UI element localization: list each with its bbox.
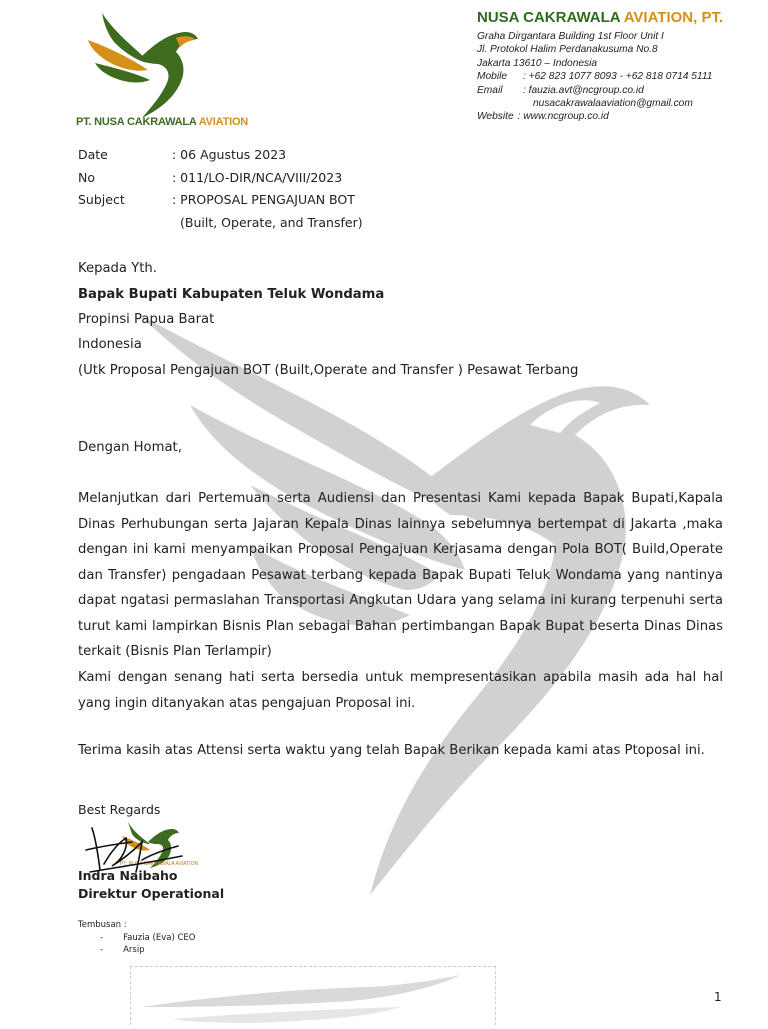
company-name-accent: AVIATION, PT. [623, 9, 724, 26]
subject-value: : PROPOSAL PENGAJUAN BOT [172, 192, 355, 207]
recipient-name: Bapak Bupati Kabupaten Teluk Wondama [78, 287, 385, 302]
cc-item: - Arsip [100, 945, 145, 955]
page-number: 1 [714, 990, 722, 1004]
email-label: Email [477, 84, 503, 96]
cc-item: - Fauzia (Eva) CEO [100, 933, 196, 943]
address-line: Jakarta 13610 – Indonesia [477, 57, 598, 69]
mobile-value: : +62 823 1077 8093 - +62 818 0714 5111 [523, 71, 713, 83]
recipient-note: (Utk Proposal Pengajuan BOT (Built,Operate and Transfer ) Pesawat Terbang [78, 363, 579, 378]
company-name [477, 9, 757, 26]
recipient-province: Propinsi Papua Barat [78, 312, 215, 327]
logo-text-main: PT. NUSA CAKRAWALA [76, 116, 197, 128]
body-paragraph: Melanjutkan dari Pertemuan serta Audiensi dan Presentasi Kami kepada Bapak Bupati,Kapala Dinas Perhubungan serta Jajaran Kepala Dinas lainnya sebelumnya bertempat di Jakarta ,maka dengan ini kami menyampaikan Proposal Pengajuan Kerjasama dengan Pola BOT( Build,Operate dan Transfer) pengadaan Pesawat terbang kepada Bapak Bupati Teluk Wondama yang nantinya dapat ngatasi permaslahan Transportasi Angkutan Udara yang selama ini kurang terpenuhi serta turut kami lampirkan Bisnis Plan sebagai Bahan pertimbangan Bapak Bupat beserta Dinas Dinas terkait (Bisnis Plan Terlampir) [78, 491, 723, 659]
footer-bird-icon [131, 967, 493, 1025]
date-value: : 06 Agustus 2023 [172, 147, 287, 162]
stamp-text: PT. NUSA CAKRAWALA AVIATION [120, 861, 199, 867]
address-line: Graha Dirgantara Building 1st Floor Unit I [477, 31, 664, 42]
number-row [78, 167, 363, 190]
body-paragraph: Kami dengan senang hati serta bersedia untuk mempresentasikan apabila masih ada hal hal yang ingin ditanyakan atas pengajuan Proposal ini. [78, 670, 723, 711]
website-label: Website [477, 111, 514, 123]
website-value[interactable]: : www.ncgroup.co.id [517, 111, 609, 123]
subject-row [78, 189, 363, 212]
logo-text [76, 116, 248, 128]
mobile-label: Mobile [477, 71, 508, 83]
website-row [477, 110, 757, 123]
date-label: Date [78, 147, 108, 162]
company-logo-icon [80, 8, 210, 120]
subject-value-2: (Built, Operate, and Transfer) [180, 214, 363, 230]
recipient-country: Indonesia [78, 337, 142, 352]
salutation: Dengan Homat, [78, 440, 182, 455]
cc-item-text: Arsip [123, 945, 145, 955]
body-paragraph: Terima kasih atas Attensi serta waktu yang telah Bapak Berikan kepada kami atas Ptoposal ini. [78, 743, 705, 758]
letter-meta [78, 144, 363, 234]
email-row [477, 84, 757, 97]
company-info [477, 9, 757, 124]
signer-name: Indra Naibaho [78, 868, 178, 883]
email-value[interactable]: : fauzia.avt@ncgroup.co.id [523, 84, 644, 96]
date-row [78, 144, 363, 167]
recipient-greeting: Kepada Yth. [78, 261, 157, 276]
cc-label: Tembusan : [78, 920, 127, 930]
number-value: : 011/LO-DIR/NCA/VIII/2023 [172, 169, 343, 185]
closing-regards: Best Regards [78, 802, 161, 817]
address-line: Jl. Protokol Halim Perdanakusuma No.8 [477, 44, 658, 56]
subject-label: Subject [78, 192, 125, 207]
footer-watermark-box [130, 966, 496, 1025]
email-value-2[interactable]: nusacakrawalaaviation@gmail.com [533, 98, 693, 110]
signer-title: Direktur Operational [78, 886, 225, 901]
company-address [477, 30, 757, 124]
number-label: No [78, 169, 95, 185]
logo-text-accent: AVIATION [198, 116, 249, 128]
company-name-main: NUSA CAKRAWALA [477, 9, 621, 26]
mobile-row [477, 70, 757, 83]
cc-item-text: Fauzia (Eva) CEO [123, 933, 196, 943]
